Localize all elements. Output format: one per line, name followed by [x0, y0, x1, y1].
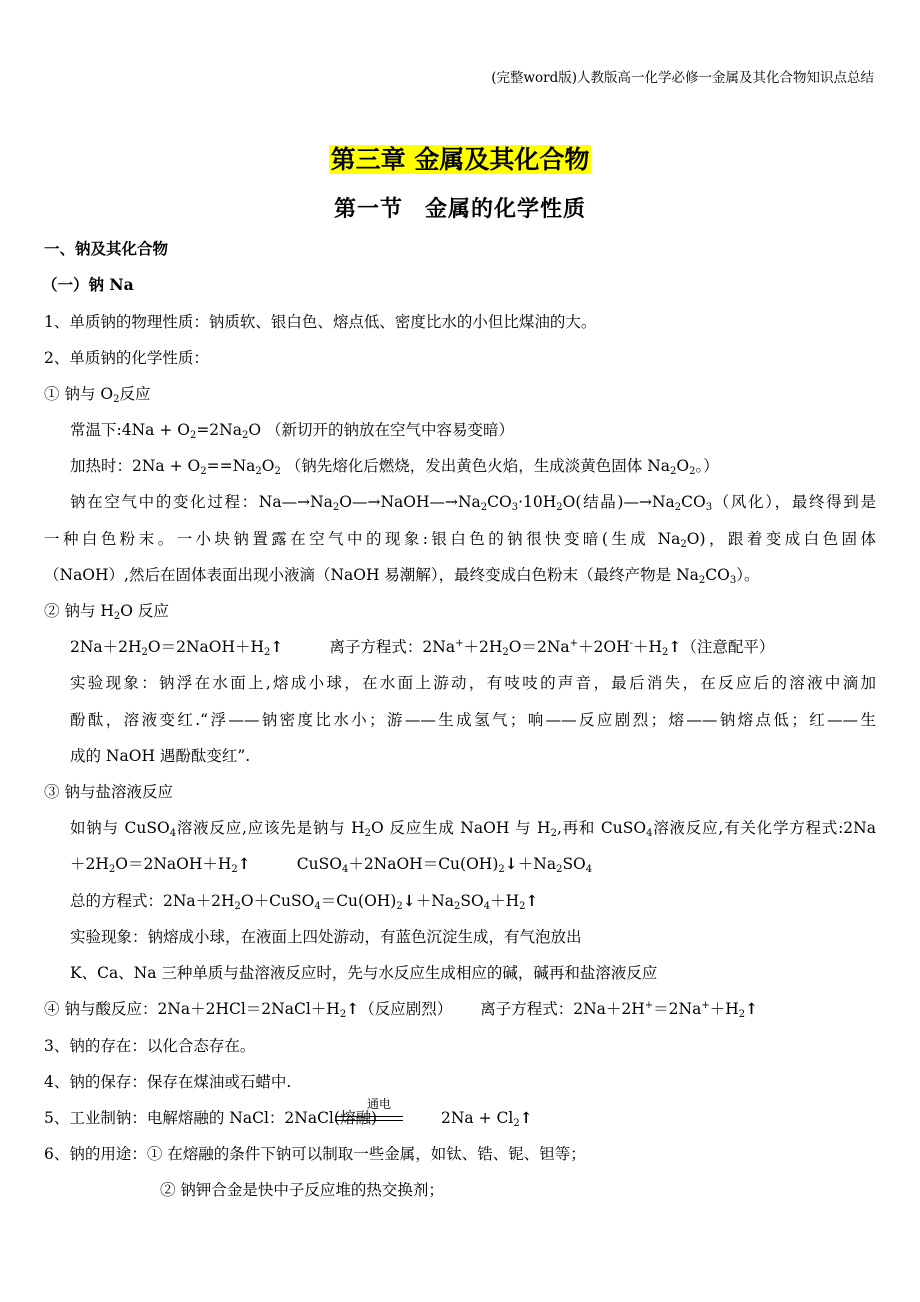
paragraph-experiment-4: 实验现象：钠熔成小球，在液面上四处游动，有蓝色沉淀生成，有气泡放出	[70, 928, 582, 946]
paragraph-uses-1: 6、钠的用途：① 在熔融的条件下钠可以制取一些金属，如钛、锆、铌、钽等；	[44, 1145, 586, 1163]
paragraph-existence: 3、钠的存在：以化合态存在。	[44, 1037, 256, 1055]
equation-total: 总的方程式：$2Na+2H_2O+CuSO_4=Cu(OH)_2↓+Na_2SO_4+H_2↑$	[70, 891, 539, 912]
paragraph-chemical-properties: 2、单质钠的化学性质：	[44, 349, 209, 367]
subheading-na-salt: ③ 钠与盐溶液反应	[44, 783, 173, 801]
page-header: (完整word版)人教版高一化学必修一金属及其化合物知识点总结	[491, 70, 874, 86]
paragraph-air-change-3: （NaOH）,然后在固体表面出现小液滴（NaOH 易潮解），最终变成白色粉末（最终产物是 $Na_2CO_3$）。	[44, 566, 760, 586]
paragraph-experiment-2: 酚酞，溶液变红.“浮——钠密度比水小；游——生成氢气；响——反应剧烈；熔——钠熔点低；红——生	[70, 711, 876, 729]
paragraph-air-change-2: 一种白色粉末。一小块钠置露在空气中的现象:银白色的钠很快变暗(生成 $Na_2O$)，跟着变成白色固体	[44, 530, 876, 550]
heading-sodium-compounds: 一、钠及其化合物	[44, 239, 169, 258]
subheading-na-o2: ① 钠与 $O_2$反应	[44, 385, 151, 405]
electrolysis-condition: 通电	[371, 1107, 405, 1129]
equation-room-temp: 常温下:4Na + $O_2=2Na_2O$ （新切开的钠放在空气中容易变暗）	[70, 421, 514, 441]
paragraph-experiment-1: 实验现象：钠浮在水面上,熔成小球，在水面上游动，有吱吱的声音，最后消失，在反应后的溶液中滴加	[70, 674, 876, 692]
section-title: 第一节 金属的化学性质	[333, 196, 587, 222]
heading-sodium: （一）钠 Na	[42, 275, 134, 294]
subheading-na-h2o: ② 钠与 $H_2O$ 反应	[44, 602, 169, 622]
equation-cuso4: $+2H_2O=2NaOH+H_2↑$ $CuSO_4+2NaOH=Cu(OH)_2↓+Na_2SO_4$	[70, 854, 593, 875]
equation-na-h2o: $2Na+2H_2O=2NaOH+H_2↑$ 离子方程式：$2Na^++2H_2O=2Na^++2OH^-+H_2↑$（注意配平）	[70, 637, 775, 658]
subheading-na-acid: ④ 钠与酸反应：$2Na+2HCl=2NaCl+H_2↑$（反应剧烈） 离子方程式：$2Na+2H^+=2Na^++H_2↑$	[44, 999, 759, 1020]
paragraph-uses-2: ② 钠钾合金是快中子反应堆的热交换剂；	[160, 1181, 444, 1199]
paragraph-k-ca-na: K、Ca、Na 三种单质与盐溶液反应时，先与水反应生成相应的碱，碱再和盐溶液反应	[70, 964, 658, 982]
paragraph-storage: 4、钠的保存：保存在煤油或石蜡中.	[44, 1073, 292, 1091]
paragraph-experiment-3: 成的 NaOH 遇酚酞变红”.	[70, 747, 251, 765]
equation-heating: 加热时：$2Na + O_2==Na_2O_2$ （钠先熔化后燃烧，发出黄色火焰，生成淡黄色固体 $Na_2O_2$。）	[70, 457, 719, 477]
paragraph-air-change-1: 钠在空气中的变化过程：$Na—\to Na_2O—\to NaOH—\to Na_2CO_3\cdot 10H_2O$(结晶)$—\to Na_2CO_3$（风化），最终得到是	[70, 493, 876, 513]
chapter-title: 第三章 金属及其化合物	[330, 145, 590, 174]
paragraph-industrial: 5、工业制钠：电解熔融的 NaCl：2NaCl(熔融) 通电 $2Na + Cl_2↑$	[44, 1097, 533, 1129]
paragraph-physical-properties: 1、单质钠的物理性质：钠质软、银白色、熔点低、密度比水的小但比煤油的大。	[44, 313, 597, 331]
paragraph-cuso4-1: 如钠与 CuSO$_4$溶液反应,应该先是钠与 $H_2O$ 反应生成 NaOH 与 $H_2$,再和 CuSO$_4$溶液反应,有关化学方程式:2Na	[70, 819, 876, 839]
